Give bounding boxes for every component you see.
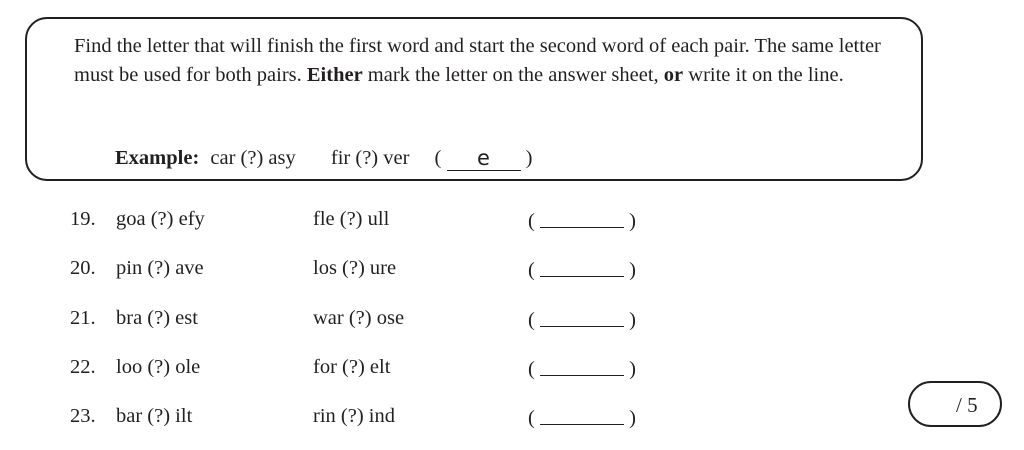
- score-label: / 5: [956, 393, 978, 417]
- question-word1: goa (?) efy: [116, 208, 205, 230]
- instructions-part2: mark the letter on the answer sheet,: [362, 63, 664, 86]
- question-row-22: [0, 356, 700, 386]
- answer-group: [528, 405, 636, 430]
- question-row-19: [0, 208, 700, 238]
- question-row-23: [0, 405, 700, 435]
- answer-group: [528, 208, 636, 233]
- question-row-21: [0, 307, 700, 337]
- question-number: 22.: [70, 356, 96, 378]
- example-answer-line: [447, 148, 521, 171]
- question-number: 21.: [70, 307, 96, 329]
- question-word1: loo (?) ole: [116, 356, 201, 378]
- question-row-20: [0, 257, 700, 287]
- answer-line-19[interactable]: [540, 209, 624, 228]
- close-paren: ): [629, 210, 636, 232]
- question-number: 20.: [70, 257, 96, 279]
- close-paren: ): [629, 358, 636, 380]
- instructions-text: [74, 32, 914, 89]
- example-close-paren: ): [525, 147, 533, 169]
- example-word1: car (?) asy: [210, 147, 296, 169]
- answer-group: [528, 356, 636, 381]
- answer-line-20[interactable]: [540, 258, 624, 277]
- instructions-box: [25, 17, 923, 181]
- instructions-or: or: [663, 63, 684, 86]
- close-paren: ): [629, 259, 636, 281]
- open-paren: (: [528, 407, 535, 429]
- example-answer-group: [435, 147, 533, 169]
- example-word2: fir (?) ver: [330, 147, 410, 169]
- score-box: [908, 381, 1002, 427]
- answer-group: [528, 257, 636, 282]
- instructions-either: Either: [306, 63, 363, 86]
- question-word2: war (?) ose: [313, 307, 405, 329]
- question-word2: fle (?) ull: [313, 208, 390, 230]
- answer-group: [528, 307, 636, 332]
- example-row: [115, 147, 532, 170]
- answer-line-21[interactable]: [540, 308, 624, 327]
- question-number: 23.: [70, 405, 96, 427]
- question-word2: for (?) elt: [313, 356, 391, 378]
- open-paren: (: [528, 358, 535, 380]
- open-paren: (: [528, 259, 535, 281]
- example-open-paren: (: [434, 147, 442, 169]
- example-answer: e: [477, 146, 490, 170]
- open-paren: (: [528, 210, 535, 232]
- instructions-part1: Find the letter that will finish the first word and start the second word of each pair. The same letter must be used for both pairs.: [74, 35, 881, 86]
- question-word2: rin (?) ind: [313, 405, 395, 427]
- example-label: Example:: [115, 147, 200, 169]
- open-paren: (: [528, 309, 535, 331]
- close-paren: ): [629, 309, 636, 331]
- close-paren: ): [629, 407, 636, 429]
- answer-line-23[interactable]: [540, 406, 624, 425]
- question-number: 19.: [70, 208, 96, 230]
- answer-line-22[interactable]: [540, 357, 624, 376]
- instructions-part3: write it on the line.: [683, 63, 844, 86]
- question-word2: los (?) ure: [313, 257, 397, 279]
- question-word1: pin (?) ave: [116, 257, 204, 279]
- question-word1: bar (?) ilt: [116, 405, 193, 427]
- question-word1: bra (?) est: [116, 307, 198, 329]
